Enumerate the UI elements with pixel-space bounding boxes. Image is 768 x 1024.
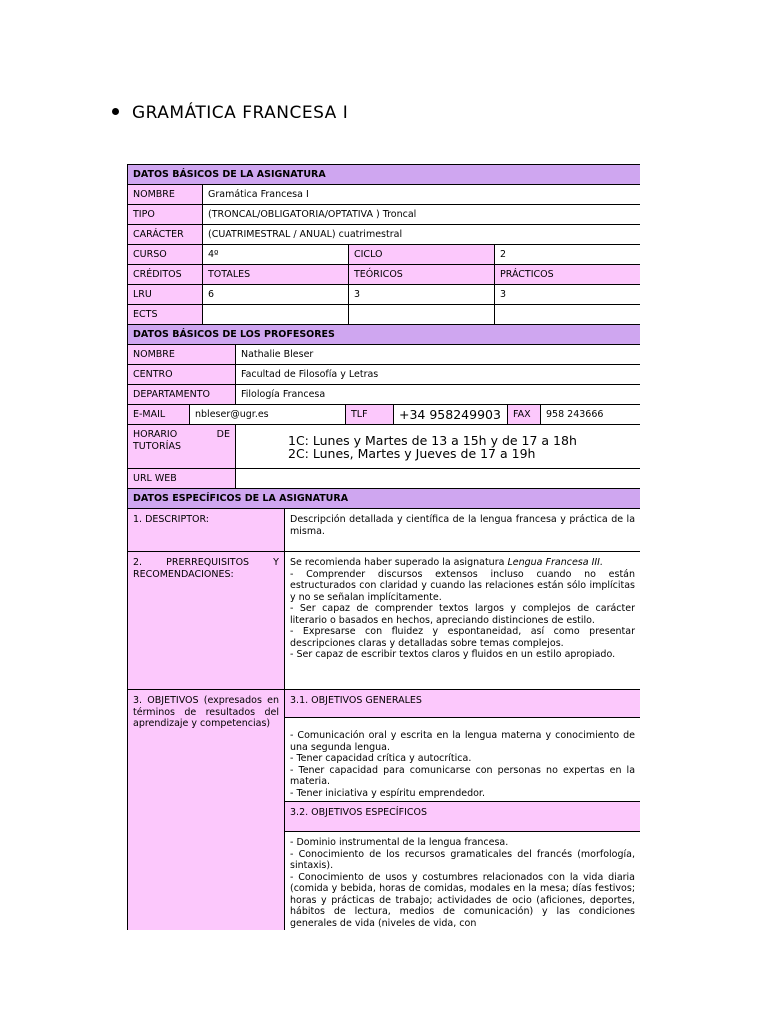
centro-label: CENTRO <box>128 365 236 385</box>
bullet-icon <box>112 108 119 115</box>
creditos-label: CRÉDITOS <box>128 265 203 285</box>
course-basics-table <box>127 164 640 325</box>
especificos-item: - Conocimiento de los recursos gramaticales del francés (morfología, sintaxis). <box>290 848 636 871</box>
prerreq-value <box>285 552 641 690</box>
tlf-value: +34 958249903 <box>394 405 508 425</box>
departamento-label: DEPARTAMENTO <box>128 385 236 405</box>
professor-table <box>127 324 640 489</box>
lru-label: LRU <box>128 285 203 305</box>
curso-label: CURSO <box>128 245 203 265</box>
caracter-label: CARÁCTER <box>128 225 203 245</box>
centro-value: Facultad de Filosofía y Letras <box>236 365 641 385</box>
nombre-value: Gramática Francesa I <box>203 185 641 205</box>
horario-line-2: 2C: Lunes, Martes y Jueves de 17 a 19h <box>288 445 536 461</box>
practicos-label: PRÁCTICOS <box>495 265 641 285</box>
prerreq-course: Lengua Francesa III. <box>507 557 604 568</box>
section-header-specific: DATOS ESPECÍFICOS DE LA ASIGNATURA <box>128 489 641 509</box>
tipo-label: TIPO <box>128 205 203 225</box>
fax-label: FAX <box>508 405 541 425</box>
ciclo-label: CICLO <box>349 245 495 265</box>
section-header-course: DATOS BÁSICOS DE LA ASIGNATURA <box>128 165 641 185</box>
especificos-list <box>285 832 641 931</box>
curso-value: 4º <box>203 245 349 265</box>
section-header-professors: DATOS BÁSICOS DE LOS PROFESORES <box>128 325 641 345</box>
descriptor-value: Descripción detallada y científica de la lengua francesa y práctica de la misma. <box>285 509 641 552</box>
page-title <box>112 103 348 123</box>
descriptor-label: 1. DESCRIPTOR: <box>128 509 285 552</box>
especificos-header: 3.2. OBJETIVOS ESPECÍFICOS <box>285 802 641 832</box>
generales-list <box>285 718 641 802</box>
email-label: E-MAIL <box>128 405 190 425</box>
caracter-value: (CUATRIMESTRAL / ANUAL) cuatrimestral <box>203 225 641 245</box>
tipo-value: (TRONCAL/OBLIGATORIA/OPTATIVA ) Troncal <box>203 205 641 225</box>
prerreq-label: 2. PRERREQUISITOS Y RECOMENDACIONES: <box>128 552 285 690</box>
fax-value: 958 243666 <box>541 405 641 425</box>
generales-item: - Comunicación oral y escrita en la lengua materna y conocimiento de una segunda lengua. <box>290 730 636 753</box>
ects-label: ECTS <box>128 305 203 325</box>
generales-header: 3.1. OBJETIVOS GENERALES <box>285 690 641 718</box>
page-title-text: GRAMÁTICA FRANCESA I <box>132 103 349 123</box>
url-value <box>236 469 641 489</box>
ciclo-value: 2 <box>495 245 641 265</box>
lru-practicos-value: 3 <box>495 285 641 305</box>
especificos-item: - Dominio instrumental de la lengua francesa. <box>290 837 509 848</box>
profesor-nombre-label: NOMBRE <box>128 345 236 365</box>
generales-item: - Tener capacidad crítica y autocrítica. <box>290 753 472 764</box>
nombre-label: NOMBRE <box>128 185 203 205</box>
profesor-nombre-value: Nathalie Bleser <box>236 345 641 365</box>
course-details-table <box>127 488 640 930</box>
departamento-value: Filología Francesa <box>236 385 641 405</box>
lru-teoricos-value: 3 <box>349 285 495 305</box>
totales-label: TOTALES <box>203 265 349 285</box>
generales-item: - Tener capacidad para comunicarse con personas no expertas en la materia. <box>290 764 636 787</box>
objetivos-label-text: 3. OBJETIVOS (expresados en términos de resultados del aprendizaje y competencias) <box>133 695 279 729</box>
horario-value <box>236 425 641 469</box>
generales-item: - Tener iniciativa y espíritu emprendedor. <box>290 787 485 799</box>
lru-totales-value: 6 <box>203 285 349 305</box>
objetivos-label <box>128 690 285 931</box>
prerreq-item: - Expresarse con fluidez y espontaneidad, así como presentar descripciones claras y detalladas sobre temas complejos. <box>290 626 636 649</box>
especificos-item: - Conocimiento de usos y costumbres relacionados con la vida diaria (comida y bebida, horas de comidas, modales en la mesa; días festivos; horas y prácticas de trabajo; actividades de ocio (aficiones, deportes, hábitos de lectura, medios de comunicación) y las condiciones generales de vida (niveles de vida, con <box>290 871 636 929</box>
prerreq-item: - Ser capaz de comprender textos largos y complejos de carácter literario o basados en hechos, apreciando distinciones de estilo. <box>290 603 636 626</box>
ects-teoricos-value <box>349 305 495 325</box>
tlf-label: TLF <box>346 405 394 425</box>
prerreq-item: - Comprender discursos extensos incluso cuando no están estructurados con claridad y cuando las relaciones están sólo implícitas y no se señalan implícitamente. <box>290 568 636 603</box>
teoricos-label: TEÓRICOS <box>349 265 495 285</box>
course-sheet <box>127 164 640 930</box>
horario-label: HORARIO DE TUTORÍAS <box>128 425 236 469</box>
url-label: URL WEB <box>128 469 236 489</box>
email-value[interactable]: nbleser@ugr.es <box>190 405 346 425</box>
prerreq-intro: Se recomienda haber superado la asignatura <box>290 557 508 568</box>
prerreq-item: - Ser capaz de escribir textos claros y fluidos en un estilo apropiado. <box>290 649 616 660</box>
ects-totales-value <box>203 305 349 325</box>
ects-practicos-value <box>495 305 641 325</box>
horario-line-1: 1C: Lunes y Martes de 13 a 15h y de 17 a 18h <box>288 432 577 448</box>
